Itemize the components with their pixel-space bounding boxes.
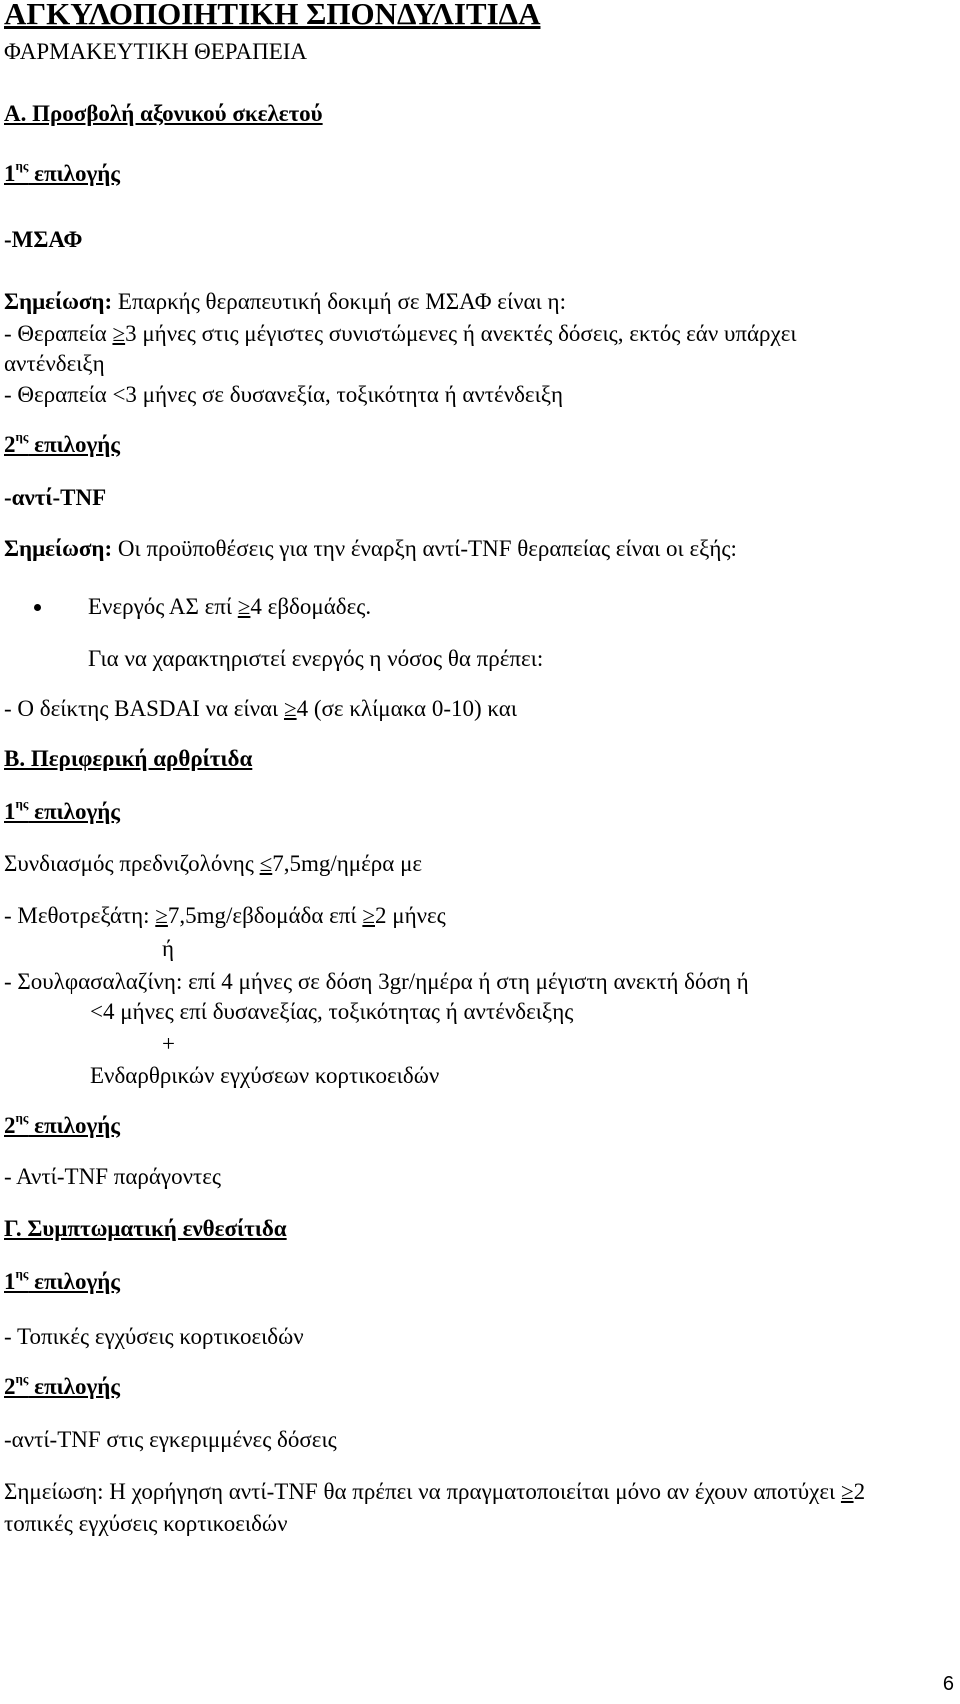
section-a-active-text: Για να χαρακτηριστεί ενεργός η νόσος θα πρέπει: xyxy=(88,646,544,671)
section-c-second-choice: $2^{\eta\varsigma}$ επιλογής xyxy=(4,1371,121,1399)
section-b-first-choice: $1^{\eta\varsigma}$ επιλογής xyxy=(4,796,121,824)
section-a-item-1-cont: αντένδειξη xyxy=(4,351,105,376)
section-b-second-choice: $2^{\eta\varsigma}$ επιλογής xyxy=(4,1110,121,1138)
section-c-local: - Τοπικές εγχύσεις κορτικοειδών xyxy=(4,1324,304,1349)
section-c-note-cont: τοπικές εγχύσεις κορτικοειδών xyxy=(4,1511,288,1536)
section-b-mtx: - Μεθοτρεξάτη: ≥7,5mg/εβδομάδα επί ≥2 μήνες xyxy=(4,903,446,928)
section-a-second-choice: $2^{\eta\varsigma}$ επιλογής xyxy=(4,429,121,457)
section-a-note: Σημείωση: Επαρκής θεραπευτική δοκιμή σε ΜΣΑΦ είναι η: xyxy=(4,289,566,314)
section-c-heading: Γ. Συμπτωματική ενθεσίτιδα xyxy=(4,1216,287,1241)
page-subtitle: ΦΑΡΜΑΚΕΥΤΙΚΗ ΘΕΡΑΠΕΙΑ xyxy=(4,39,308,64)
section-b-ssz-cont: <4 μήνες επί δυσανεξίας, τοξικότητας ή αντένδειξης xyxy=(90,999,574,1024)
section-a-item-1: - Θεραπεία ≥3 μήνες στις μέγιστες συνιστώμενες ή ανεκτές δόσεις, εκτός εάν υπάρχει xyxy=(4,321,797,346)
section-a-note-2: Σημείωση: Οι προϋποθέσεις για την έναρξη αντί-TNF θεραπείας είναι οι εξής: xyxy=(4,536,737,561)
section-a-heading: Α. Προσβολή αξονικού σκελετού xyxy=(4,101,323,126)
section-b-plus: + xyxy=(162,1031,175,1056)
page-title: ΑΓΚΥΛΟΠΟΙΗΤΙΚΗ ΣΠΟΝΔΥΛΙΤΙΔΑ xyxy=(4,0,541,31)
section-b-combo: Συνδιασμός πρεδνιζολόνης ≤7,5mg/ημέρα με xyxy=(4,851,423,876)
section-a-drug-2: -αντί-TNF xyxy=(4,485,107,510)
section-c-first-choice: $1^{\eta\varsigma}$ επιλογής xyxy=(4,1266,121,1294)
bullet-icon xyxy=(34,604,41,611)
section-a-basdai: - Ο δείκτης BASDAI να είναι ≥4 (σε κλίμακα 0-10) και xyxy=(4,696,518,721)
section-a-drug: -ΜΣΑΦ xyxy=(4,227,83,252)
section-b-heading: Β. Περιφερική αρθρίτιδα xyxy=(4,746,253,771)
section-a-first-choice: $1^{\eta\varsigma}$ επιλογής xyxy=(4,158,121,186)
section-b-intra: Ενδαρθρικών εγχύσεων κορτικοειδών xyxy=(90,1063,440,1088)
section-c-anti-tnf: -αντί-TNF στις εγκεριμμένες δόσεις xyxy=(4,1427,337,1452)
section-a-bullet-item: Ενεργός ΑΣ επί ≥4 εβδομάδες. xyxy=(88,594,372,619)
section-c-note: Σημείωση: Η χορήγηση αντί-TNF θα πρέπει να πραγματοποιείται μόνο αν έχουν αποτύχει ≥2 xyxy=(4,1479,866,1504)
section-b-anti-tnf: - Αντί-TNF παράγοντες xyxy=(4,1164,221,1189)
section-b-ssz: - Σουλφασαλαζίνη: επί 4 μήνες σε δόση 3gr/ημέρα ή στη μέγιστη ανεκτή δόση ή xyxy=(4,969,749,994)
page-number: 6 xyxy=(942,1673,954,1695)
section-a-item-2: - Θεραπεία <3 μήνες σε δυσανεξία, τοξικότητα ή αντένδειξη xyxy=(4,382,564,407)
section-b-or: ή xyxy=(162,936,175,961)
